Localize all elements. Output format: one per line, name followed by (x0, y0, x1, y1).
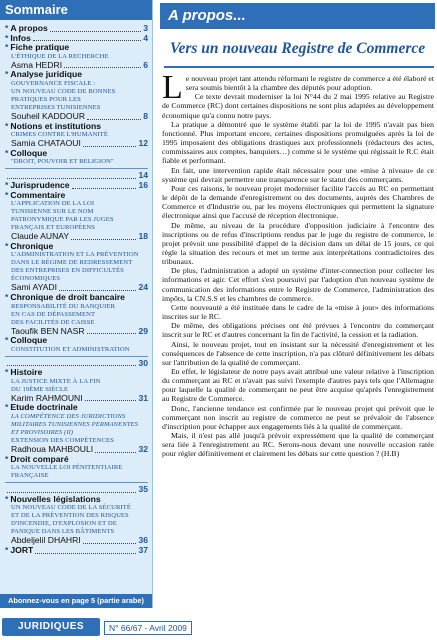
toc-topic: ET DE LA PRÉVENTION DES RISQUES (11, 512, 129, 520)
toc-topic: GOUVERNANCE FISCALE : (11, 79, 96, 87)
article-paragraph: e nouveau projet tant attendu réformant le registre de commerce a été élaboré et sera soumis bientôt à la chambre des députés pour adoption. (185, 74, 434, 93)
toc-entry[interactable] (5, 191, 148, 201)
bullet-icon: * (5, 120, 9, 131)
issue-number: N° 66/67 - Avril 2009 (104, 621, 192, 635)
toc-label: Droit comparé (10, 453, 69, 464)
section-title: A propos... (160, 3, 435, 29)
bullet-icon: * (5, 493, 9, 504)
article-paragraph: Donc, l'ancienne tendance est confirmée par le nouveau projet qui prévoit que le commerçant non inscrit au registre de commerce ne peut se prévaloir de l'absence d'inscription pour échapper aux engagements liés à la qualité de commerçant. (162, 403, 434, 431)
toc-topic: ENTREPRISES TUNISIENNES (11, 103, 101, 111)
article-paragraph: En fait, une intervention rapide était nécessaire pour une «mise à niveau» de ce système qui devrait permettre une transparence sur le statut des commerçants. (162, 165, 434, 184)
toc-page-number: 36 (138, 535, 148, 546)
toc-page-number: 24 (138, 282, 148, 293)
toc-page-number: 3 (143, 23, 148, 33)
toc-label: JORT (10, 545, 34, 556)
toc-author: Radhoua MAHBOULI (11, 444, 94, 455)
bullet-icon: * (5, 69, 9, 80)
article-headline: Vers un nouveau Registre de Commerce (169, 40, 426, 57)
toc-label: Colloque (10, 335, 48, 346)
article-paragraph: De même, au niveau de la procédure d'opposition judiciaire à l'encontre des inscriptions ou de refus d'inscriptions rendus par le juge du registre de commerce, le projet prévoit une possibilité d'appel de la décision dans un délai de 15 jours, ce qui règle la situation des recours et met un terme aux interprétations contradictoires des tribunaux. (162, 220, 434, 267)
toc-topic: LA COMPÉTENCE DES JURIDICTIONS (11, 413, 126, 421)
article-paragraph: De plus, l'administration a adopté un système d'inter-connection pour collecter les informations et agir. Cet effort s'est poursuivi par l'adoption d'un nouveau système de communication des informations entre le Registre de Commerce, l'administration des impôts, la CN.S.S et les chambres de commerce. (162, 266, 434, 303)
subscribe-banner[interactable]: Abonnez-vous en page 5 (partie arabe) (0, 594, 152, 608)
toc-entry[interactable] (5, 455, 148, 465)
toc-entry[interactable] (5, 546, 148, 556)
bullet-icon: * (5, 545, 9, 556)
article-body (162, 69, 434, 459)
article-paragraph: Ce texte devrait moderniser la loi N°44 du 2 mai 1995 relative au Registre de Commerce (RC) dont certaines dispositions ne sont plus adaptées au développement économique qu'a connu notre pays. (162, 92, 434, 120)
bullet-icon: * (5, 335, 9, 346)
toc-topic: UN NOUVEAU CODE DE LA SÉCURITÉ (11, 504, 132, 512)
toc-topic: PATRONYMIQUE PAR LES JUGES (11, 216, 114, 224)
toc-topic: L'APPLICATION DE LA LOI (11, 200, 95, 208)
toc-page-number: 35 (138, 484, 148, 495)
toc-author: Samia CHATAOUI (11, 138, 81, 149)
bullet-icon: * (5, 179, 9, 190)
toc-author: Karim RAHMOUNI (11, 392, 83, 403)
toc-page-number: 31 (138, 392, 148, 403)
toc-label: Chronique de droit bancaire (10, 291, 125, 302)
bullet-icon: * (5, 42, 9, 53)
toc-topic: EXTENSION DES COMPÉTENCES (11, 437, 114, 445)
bullet-icon: * (5, 240, 9, 251)
bullet-icon: * (5, 291, 9, 302)
toc-page-number: 18 (138, 231, 148, 242)
toc-topic: L'ÉTHIQUE DE LA RECHERCHE (11, 52, 109, 60)
toc-page-number: 14 (138, 170, 148, 181)
toc-label: Histoire (10, 367, 43, 378)
toc-label: Infos (10, 32, 31, 43)
toc-entry[interactable] (5, 122, 148, 132)
toc-entry[interactable] (5, 242, 148, 252)
toc-topic: ÉCONOMIQUES (11, 275, 61, 283)
toc-author: Asma HEDRI (11, 59, 63, 70)
toc-topic: RESPONSABILITÉ DU BANQUIER (11, 302, 116, 310)
toc-leader-dots (59, 290, 136, 291)
bullet-icon: * (5, 32, 9, 43)
table-of-contents (0, 20, 152, 556)
toc-topic: DES ENTREPRISES EN DIFFICULTÉS (11, 267, 124, 275)
toc-entry[interactable] (5, 149, 148, 159)
toc-leader-dots (83, 146, 137, 147)
article-paragraph: En effet, le législateur de notre pays avait attribué une valeur relative à l'inscription du commerçant au RC et n'avait pas suivi l'exemple d'autres pays tels que l'Allemagne pour laquelle la qualité de commerçant ne peut être acquise qu'après l'enregistrement au Registre de Commerce. (162, 367, 434, 404)
toc-label: Fiche pratique (10, 42, 70, 53)
magazine-logo: JURIDIQUES (2, 618, 100, 636)
toc-leader-dots (71, 239, 136, 240)
toc-author: Taoufik BEN NASR (11, 325, 85, 336)
toc-entry[interactable] (5, 495, 148, 505)
bullet-icon: * (5, 453, 9, 464)
article-paragraph: Ainsi, le nouveau projet, tout en insistant sur la nécessité d'enregistrement et les conséquences de l'absence de cette inscription, n'a pas clôturé définitivement les débats sur l'attribution de la qualité de commerçant. (162, 339, 434, 367)
toc-topic: L'ADMINISTRATION ET LA PRÉVENTION (11, 251, 139, 259)
article-paragraph: La pratique a démontré que le système établi par la loi de 1995 n'avait pas bien fonctionné. Plus important encore, certaines dispositions promulguées après la loi de 1995 imposaient des obligations drastiques aux professionnels (rédacteurs des actes, commissaires aux comptes, banquiers…) comme si le système qui régissait le R.C était fiable et performant. (162, 119, 434, 166)
headline-divider (164, 66, 434, 68)
toc-label: Colloque (10, 147, 48, 158)
bullet-icon: * (5, 402, 9, 413)
toc-topic: FRANÇAIS ET EUROPÉENS (11, 224, 96, 232)
toc-page-number: 8 (143, 110, 148, 121)
toc-entry[interactable] (5, 70, 148, 80)
toc-entry[interactable] (5, 293, 148, 303)
toc-topic: LA NOUVELLE LOI PÉNITENTIAIRE (11, 464, 123, 472)
toc-topic: MILITAIRES TUNISIENNES PERMANENTES (11, 421, 139, 429)
toc-label: Nouvelles législations (10, 493, 101, 504)
toc-page-number: 30 (138, 357, 148, 368)
toc-page-number: 12 (138, 138, 148, 149)
toc-leader-dots (7, 178, 136, 179)
toc-separator (5, 482, 148, 483)
toc-label: A propos (10, 23, 48, 33)
toc-leader-dots (7, 492, 136, 493)
toc-label: Commentaire (10, 189, 66, 200)
toc-topic: FRANÇAISE (11, 472, 49, 480)
toc-leader-dots (7, 365, 136, 366)
article-paragraph: De même, des obligations précises ont été prévues à l'encontre du commerçant inscrit sur le RC et d'autres concernant la fin de l'activité, la cession et la radiation. (162, 321, 434, 340)
toc-topic: TUNISIENNE SUR LE NOM (11, 208, 94, 216)
bullet-icon: * (5, 189, 9, 200)
toc-leader-dots (64, 67, 141, 68)
toc-leader-dots (33, 40, 141, 41)
toc-entry[interactable] (5, 403, 148, 413)
toc-leader-dots (85, 400, 137, 401)
article-column (156, 0, 437, 608)
toc-leader-dots (87, 119, 141, 120)
toc-entry[interactable] (5, 336, 148, 346)
toc-topic: D'INCENDIE, D'EXPLOSION ET DE (11, 520, 117, 528)
toc-topic: CONSTITUTION ET ADMINISTRATION (11, 345, 130, 353)
toc-label: Chronique (10, 240, 54, 251)
toc-topic: DANS LE RÉGIME DE REDRESSEMENT (11, 259, 133, 267)
toc-page-number: 37 (138, 545, 148, 556)
article-paragraph: Mais, il n'est pas allé jusqu'à prévoir expressément que la qualité de commerçant sera liée à l'enregistrement au RC. Serons-nous devant une nouvelle occasion ratée pour régler définitivement et clairement les débats sur cette question ? (H.B) (162, 431, 434, 459)
toc-topic: DU 19ÈME SIÈCLE (11, 385, 69, 393)
sommaire-title: Sommaire (0, 0, 152, 20)
toc-separator (5, 356, 148, 357)
page-footer (0, 608, 437, 640)
toc-author: Claude AUNAY (11, 231, 70, 242)
toc-topic: PRATIQUES POUR LES (11, 95, 81, 103)
toc-page-number: 4 (143, 32, 148, 43)
toc-topic: DES FACILITÉS DE CAISSE (11, 318, 95, 326)
article-paragraph: Cette nouveauté a été instituée dans le cadre de la «mise à jour» des informations inscrites sur le RC. (162, 302, 434, 322)
toc-separator (5, 168, 148, 169)
bullet-icon: * (5, 147, 9, 158)
toc-topic: CRIMES CONTRE L'HUMANITÉ (11, 131, 108, 139)
toc-label: Jurisprudence (10, 179, 70, 190)
toc-topic: "DROIT, POUVOIR ET RELIGION" (11, 158, 114, 166)
toc-leader-dots (50, 31, 141, 32)
toc-author: Sami AYADI (11, 282, 58, 293)
drop-cap: L (162, 69, 183, 106)
article-paragraph: Pour ces raisons, le nouveau projet moderniser facilite l'accès au RC en permettant le dépôt de la demande d'enregistrement ou des documents, auprès des Chambres de Commerce et d'Industrie ou, par les moyens électroniques qui permettent la signature électronique ainsi que l'accusé de réception électronique. (162, 183, 434, 221)
sommaire-sidebar (0, 0, 153, 608)
toc-label: Etude doctrinale (10, 402, 78, 413)
toc-topic: UN NOUVEAU CODE DE BONNES (11, 87, 116, 95)
toc-page-number: 32 (138, 444, 148, 455)
toc-author: Abdeljelil DHAHRI (11, 535, 81, 546)
toc-topic: ET PROVISOIRES (II) (11, 429, 74, 437)
bullet-icon: * (5, 23, 9, 33)
toc-page-number: 6 (143, 59, 148, 70)
toc-label: Notions et institutions (10, 120, 102, 131)
toc-author: Souheil KADDOUR (11, 110, 86, 121)
toc-entry[interactable] (5, 368, 148, 378)
toc-page-number: 16 (138, 179, 148, 190)
toc-entry[interactable] (5, 43, 148, 53)
toc-topic: EN CAS DE DÉPASSEMENT (11, 310, 96, 318)
toc-leader-dots (83, 543, 137, 544)
toc-page-number: 29 (138, 325, 148, 336)
toc-leader-dots (87, 333, 137, 334)
toc-leader-dots (95, 452, 136, 453)
toc-leader-dots (72, 188, 137, 189)
toc-leader-dots (35, 553, 136, 554)
toc-label: Analyse juridique (10, 69, 82, 80)
bullet-icon: * (5, 367, 9, 378)
toc-topic: PANIQUE DANS LES BÂTIMENTS (11, 528, 115, 536)
toc-topic: LA JUSTICE MIXTE À LA FIN (11, 377, 101, 385)
